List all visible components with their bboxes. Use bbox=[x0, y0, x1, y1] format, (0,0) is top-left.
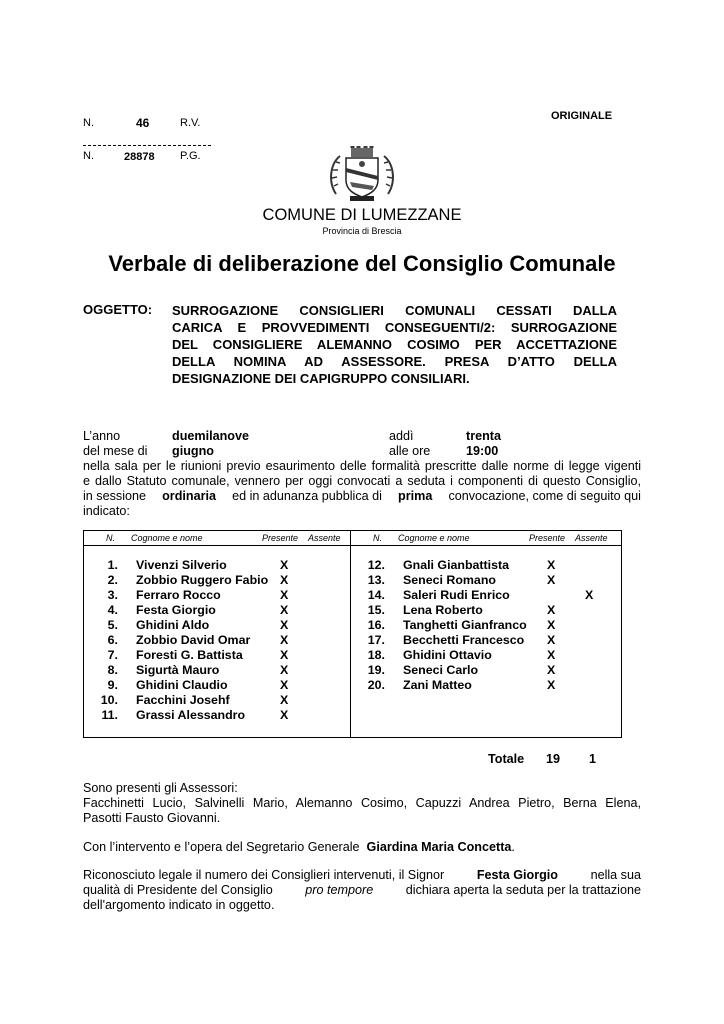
member-name: Festa Giorgio bbox=[136, 603, 216, 617]
present-mark: X bbox=[547, 663, 556, 677]
time-value: 19:00 bbox=[466, 444, 499, 458]
secretary-text: Con l’intervento e l’opera del Segretario Generale bbox=[83, 840, 360, 854]
header-n: N. bbox=[106, 533, 115, 543]
table-row bbox=[84, 678, 350, 693]
secretary-end: . bbox=[511, 840, 515, 854]
subject-line: DEL CONSIGLIERE ALEMANNO COSIMO PER ACCETTAZIONE bbox=[172, 337, 617, 352]
table-row bbox=[84, 708, 350, 723]
member-number: 17. bbox=[367, 633, 385, 647]
present-mark: X bbox=[547, 633, 556, 647]
closing-line bbox=[83, 883, 641, 898]
subject-line: DELLA NOMINA AD ASSESSORE. PRESA D’ATTO DELLA bbox=[172, 354, 617, 369]
table-header bbox=[351, 531, 621, 546]
present-mark: X bbox=[280, 648, 289, 662]
month-value: giugno bbox=[172, 444, 214, 458]
table-header bbox=[84, 531, 350, 546]
rv-n-label: N. bbox=[83, 117, 94, 129]
member-number: 1. bbox=[107, 558, 118, 572]
table-row bbox=[351, 648, 621, 663]
header-n: N. bbox=[373, 533, 382, 543]
member-name: Zobbio Ruggero Fabio bbox=[136, 573, 269, 587]
totals-absent: 1 bbox=[589, 752, 597, 766]
table-row bbox=[84, 558, 350, 573]
table-row bbox=[351, 618, 621, 633]
closing-paragraph bbox=[83, 868, 641, 913]
rv-label: R.V. bbox=[180, 117, 201, 129]
table-row bbox=[84, 573, 350, 588]
member-number: 16. bbox=[367, 618, 385, 632]
session-line: indicato: bbox=[83, 504, 130, 518]
present-mark: X bbox=[547, 618, 556, 632]
present-mark: X bbox=[280, 558, 289, 572]
header-separator bbox=[83, 145, 211, 146]
present-mark: X bbox=[280, 633, 289, 647]
assessori-paragraph bbox=[83, 781, 641, 826]
member-number: 12. bbox=[367, 558, 385, 572]
table-row bbox=[84, 603, 350, 618]
member-number: 13. bbox=[367, 573, 385, 587]
member-number: 20. bbox=[367, 678, 385, 692]
present-mark: X bbox=[280, 678, 289, 692]
member-name: Seneci Carlo bbox=[403, 663, 479, 677]
header-name: Cognome e nome bbox=[398, 533, 470, 543]
header-present: Presente bbox=[262, 533, 299, 543]
subject-text bbox=[172, 302, 617, 387]
session-line: e dallo Statuto comunale, vennero per oggi convocati a seduta i componenti di questo Consiglio, bbox=[83, 474, 641, 488]
closing-line: dell'argomento indicato in oggetto. bbox=[83, 898, 275, 912]
member-name: Zani Matteo bbox=[403, 678, 472, 692]
document-title: Verbale di deliberazione del Consiglio Comunale bbox=[108, 251, 616, 276]
subject-line: DESIGNAZIONE DEI CAPIGRUPPO CONSILIARI. bbox=[172, 371, 470, 386]
member-number: 11. bbox=[101, 708, 118, 722]
present-mark: X bbox=[547, 603, 556, 617]
table-row bbox=[84, 588, 350, 603]
subject-line: SURROGAZIONE CONSIGLIERI COMUNALI CESSATI DALLA bbox=[172, 303, 617, 318]
header-present: Presente bbox=[529, 533, 566, 543]
closing-text: dichiara aperta la seduta per la trattazione bbox=[405, 883, 641, 897]
member-name: Saleri Rudi Enrico bbox=[403, 588, 510, 602]
header-absent: Assente bbox=[308, 533, 341, 543]
present-mark: X bbox=[547, 678, 556, 692]
member-number: 3. bbox=[107, 588, 118, 602]
table-row bbox=[351, 633, 621, 648]
present-mark: X bbox=[280, 603, 289, 617]
present-mark: X bbox=[280, 663, 289, 677]
member-number: 7. bbox=[107, 648, 118, 662]
coat-of-arms-emblem bbox=[326, 146, 398, 204]
header-name: Cognome e nome bbox=[131, 533, 203, 543]
member-number: 4. bbox=[107, 603, 118, 617]
member-number: 15. bbox=[367, 603, 385, 617]
closing-line bbox=[83, 868, 641, 883]
rv-number: 46 bbox=[136, 116, 150, 130]
assessori-line: Pasotti Fausto Giovanni. bbox=[83, 811, 221, 825]
table-row bbox=[351, 678, 621, 693]
day-label: addì bbox=[389, 429, 414, 443]
session-text: convocazione, come di seguito qui bbox=[448, 489, 641, 503]
table-row bbox=[84, 618, 350, 633]
subject-line: CARICA E PROVVEDIMENTI CONSEGUENTI/2: SURROGAZIONE bbox=[172, 320, 617, 335]
year-label: L’anno bbox=[83, 429, 121, 443]
table-row bbox=[351, 603, 621, 618]
closing-text: qualità di Presidente del Consiglio bbox=[83, 883, 273, 897]
time-label: alle ore bbox=[389, 444, 431, 458]
member-number: 10. bbox=[100, 693, 118, 707]
member-name: Ghidini Aldo bbox=[136, 618, 210, 632]
session-line: nella sala per le riunioni previo esaurimento delle formalità prescritte dalle norme di legge vigenti bbox=[83, 459, 641, 473]
member-name: Ghidini Ottavio bbox=[403, 648, 492, 662]
present-mark: X bbox=[547, 648, 556, 662]
pg-label: P.G. bbox=[180, 150, 201, 162]
municipality-name: COMUNE DI LUMEZZANE bbox=[262, 206, 462, 224]
assessori-line: Facchinetti Lucio, Salvinelli Mario, Alemanno Cosimo, Capuzzi Andrea Pietro, Berna Elena, bbox=[83, 796, 641, 810]
province-name: Provincia di Brescia bbox=[322, 226, 402, 236]
convocation-type: prima bbox=[398, 489, 433, 503]
table-row bbox=[351, 588, 621, 603]
present-mark: X bbox=[547, 558, 556, 572]
session-text: ed in adunanza pubblica di bbox=[232, 489, 382, 503]
member-number: 19. bbox=[367, 663, 385, 677]
table-row bbox=[84, 693, 350, 708]
absent-mark: X bbox=[585, 588, 594, 602]
present-mark: X bbox=[280, 588, 289, 602]
subject-label: OGGETTO: bbox=[83, 302, 153, 317]
member-number: 18. bbox=[367, 648, 385, 662]
table-row bbox=[351, 573, 621, 588]
original-label: ORIGINALE bbox=[551, 110, 613, 122]
pro-tempore: pro tempore bbox=[305, 883, 374, 897]
session-text: in sessione bbox=[83, 489, 147, 503]
closing-text: nella sua bbox=[590, 868, 641, 882]
totals-present: 19 bbox=[546, 752, 561, 766]
table-row bbox=[84, 633, 350, 648]
member-name: Gnali Gianbattista bbox=[403, 558, 510, 572]
member-name: Lena Roberto bbox=[403, 603, 483, 617]
year-value: duemilanove bbox=[172, 429, 249, 443]
member-name: Becchetti Francesco bbox=[403, 633, 525, 647]
table-row bbox=[351, 558, 621, 573]
member-number: 6. bbox=[107, 633, 118, 647]
member-name: Ferraro Rocco bbox=[136, 588, 221, 602]
header-absent: Assente bbox=[575, 533, 608, 543]
present-mark: X bbox=[280, 693, 289, 707]
session-line bbox=[83, 489, 641, 504]
attendance-table-left bbox=[83, 530, 351, 738]
month-label: del mese di bbox=[83, 444, 148, 458]
president-name: Festa Giorgio bbox=[476, 868, 558, 882]
closing-text: Riconosciuto legale il numero dei Consiglieri intervenuti, il Signor bbox=[83, 868, 445, 882]
member-number: 9. bbox=[107, 678, 118, 692]
present-mark: X bbox=[280, 618, 289, 632]
member-name: Sigurtà Mauro bbox=[136, 663, 220, 677]
table-row bbox=[84, 663, 350, 678]
member-number: 14. bbox=[367, 588, 385, 602]
table-row bbox=[84, 648, 350, 663]
secretary-paragraph bbox=[83, 840, 641, 855]
present-mark: X bbox=[280, 573, 289, 587]
present-mark: X bbox=[280, 708, 289, 722]
member-name: Tanghetti Gianfranco bbox=[403, 618, 527, 632]
assessori-intro: Sono presenti gli Assessori: bbox=[83, 781, 238, 795]
member-name: Facchini Josehf bbox=[136, 693, 230, 707]
pg-number: 28878 bbox=[124, 151, 155, 163]
day-value: trenta bbox=[466, 429, 501, 443]
member-number: 5. bbox=[107, 618, 118, 632]
totals-label: Totale bbox=[488, 752, 525, 766]
member-name: Foresti G. Battista bbox=[136, 648, 243, 662]
table-row bbox=[351, 663, 621, 678]
pg-n-label: N. bbox=[83, 150, 94, 162]
member-name: Grassi Alessandro bbox=[136, 708, 246, 722]
session-type: ordinaria bbox=[162, 489, 216, 503]
member-number: 2. bbox=[107, 573, 118, 587]
member-number: 8. bbox=[107, 663, 118, 677]
member-name: Seneci Romano bbox=[403, 573, 496, 587]
session-paragraph bbox=[83, 459, 641, 519]
secretary-name: Giardina Maria Concetta bbox=[366, 840, 512, 854]
present-mark: X bbox=[547, 573, 556, 587]
member-name: Ghidini Claudio bbox=[136, 678, 228, 692]
member-name: Vivenzi Silverio bbox=[136, 558, 227, 572]
attendance-table-right bbox=[350, 530, 622, 738]
member-name: Zobbio David Omar bbox=[136, 633, 251, 647]
